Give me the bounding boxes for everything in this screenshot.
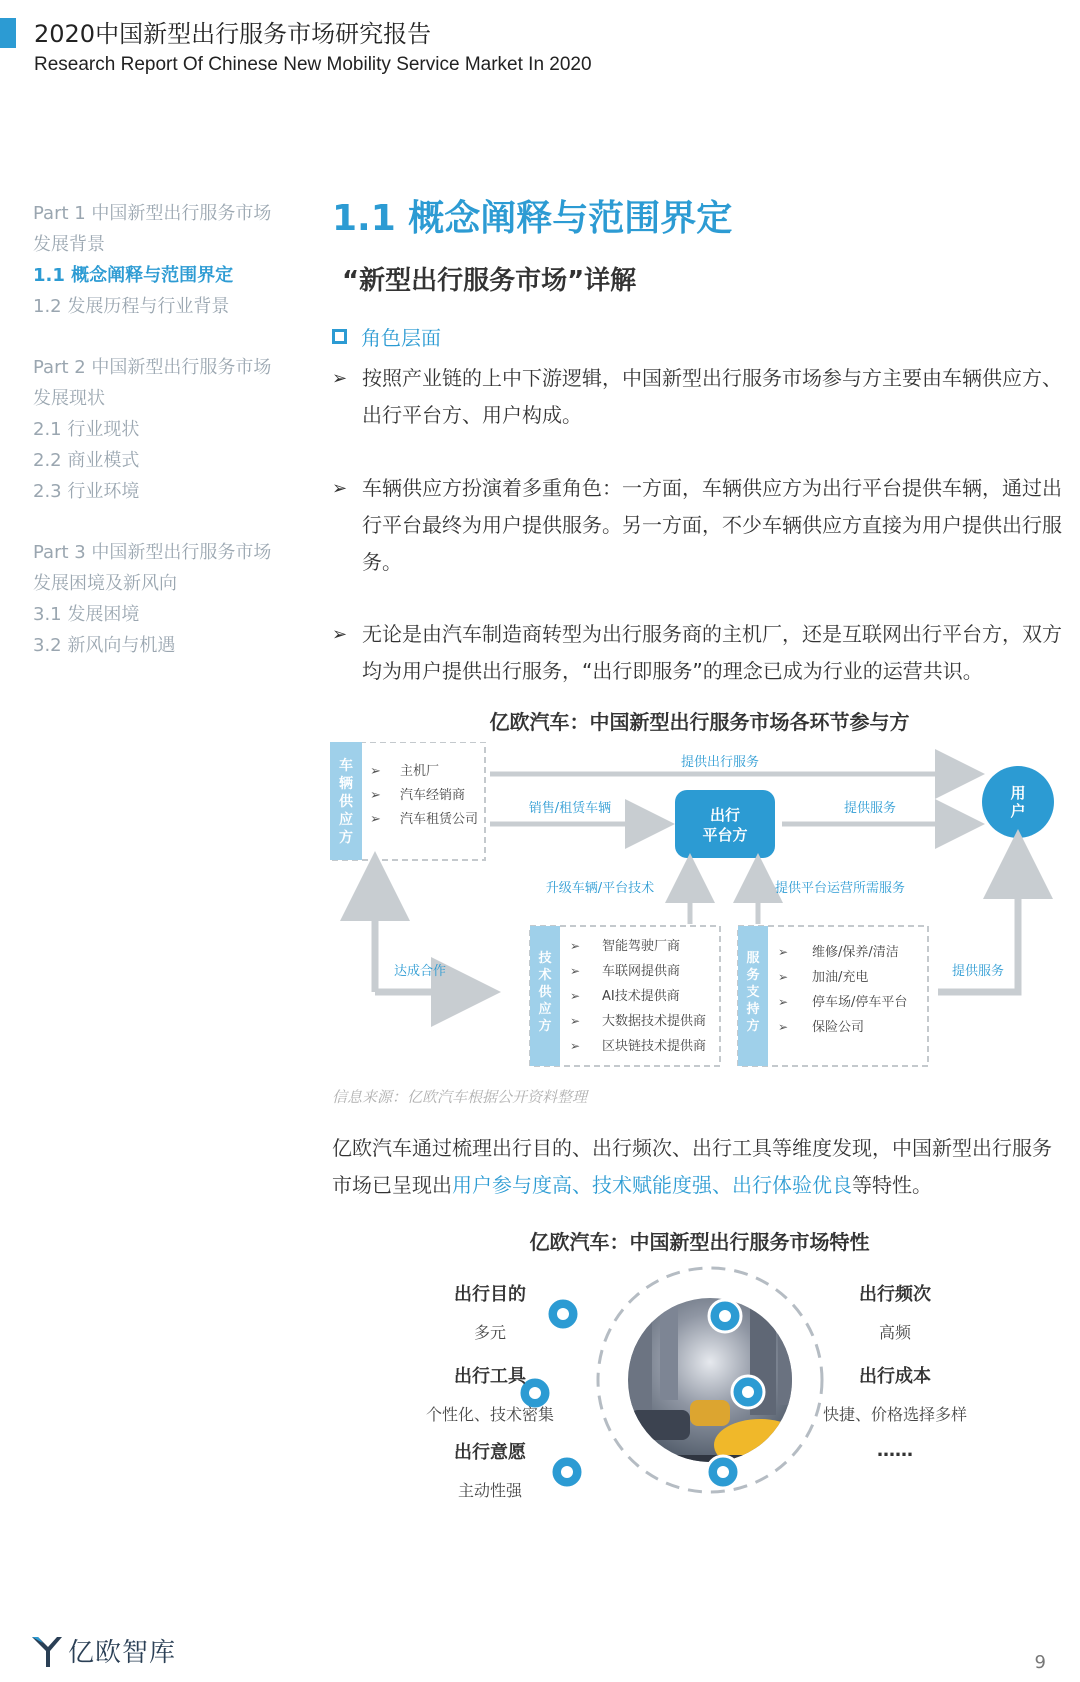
paragraph-2 bbox=[332, 470, 1067, 581]
toc-item-3-2[interactable]: 3.2 新风向与机遇 bbox=[33, 635, 176, 656]
company-logo bbox=[30, 1632, 176, 1669]
service-support-box bbox=[738, 926, 928, 1066]
bullet-icon: ➢ bbox=[570, 1014, 581, 1028]
toc-item-2-2[interactable]: 2.2 商业模式 bbox=[33, 450, 140, 471]
service-label-1: 务 bbox=[746, 968, 760, 983]
toc-item-3-1[interactable]: 3.1 发展困境 bbox=[33, 604, 140, 625]
feature-value: 多元 bbox=[473, 1323, 506, 1342]
tech-item: 智能驾驶厂商 bbox=[602, 939, 681, 954]
tech-item: 大数据技术提供商 bbox=[602, 1014, 707, 1029]
feature-heading: 出行成本 bbox=[859, 1366, 931, 1387]
toc-item-1-2[interactable]: 1.2 发展历程与行业背景 bbox=[33, 296, 230, 317]
feature-heading: 出行频次 bbox=[859, 1284, 931, 1305]
vehicle-item: 汽车经销商 bbox=[400, 788, 466, 803]
summary-text-before: 亿欧汽车通过梳理出行目的、出行频次、出行工具等维度发现，中国新型出行服务市场已呈现出 bbox=[332, 1136, 1052, 1197]
feature-badge-icon bbox=[709, 1300, 741, 1332]
square-bullet-icon bbox=[332, 329, 347, 344]
feature-will bbox=[390, 1438, 590, 1501]
tech-label-0: 技 bbox=[538, 951, 552, 966]
feature-more bbox=[795, 1440, 995, 1461]
paragraph-1 bbox=[332, 360, 1067, 434]
bullet-icon: ➢ bbox=[778, 970, 789, 984]
toc-part2-title[interactable]: Part 2 中国新型出行服务市场 bbox=[33, 357, 272, 378]
feature-ellipsis: …… bbox=[877, 1440, 913, 1461]
service-item: 维修/保养/清洁 bbox=[812, 945, 899, 960]
service-item: 停车场/停车平台 bbox=[812, 995, 908, 1010]
feature-cost bbox=[795, 1362, 995, 1425]
toc-part1-title[interactable]: Part 1 中国新型出行服务市场 bbox=[33, 203, 272, 224]
platform-label-1: 平台方 bbox=[702, 826, 748, 844]
service-label-2: 支 bbox=[746, 985, 760, 1000]
user-label-1: 户 bbox=[1010, 802, 1026, 820]
feature-heading: 出行意愿 bbox=[454, 1442, 526, 1463]
table-of-contents bbox=[33, 198, 303, 691]
feature-value: 主动性强 bbox=[457, 1481, 522, 1500]
edge-label-provide-travel: 提供出行服务 bbox=[680, 755, 760, 770]
tech-label-3: 应 bbox=[538, 1002, 552, 1017]
toc-part3-title[interactable]: Part 3 中国新型出行服务市场 bbox=[33, 542, 272, 563]
paragraph-text: 车辆供应方扮演着多重角色：一方面，车辆供应方为出行平台提供车辆，通过出行平台最终为用户提供服务。另一方面，不少车辆供应方直接为用户提供出行服务。 bbox=[362, 476, 1062, 574]
logo-mark-icon bbox=[30, 1633, 64, 1669]
participants-diagram bbox=[330, 742, 1070, 1072]
tech-label-1: 术 bbox=[538, 968, 552, 983]
toc-part1-title-cont[interactable]: 发展背景 bbox=[33, 234, 105, 255]
edge-label-ops: 提供平台运营所需服务 bbox=[774, 881, 906, 896]
summary-paragraph bbox=[332, 1130, 1067, 1204]
bullet-icon: ➢ bbox=[370, 788, 381, 803]
vehicle-supplier-box bbox=[330, 742, 485, 860]
bullet-icon: ➢ bbox=[370, 812, 381, 827]
summary-highlight: 用户参与度高、技术赋能度强、出行体验优良 bbox=[452, 1173, 852, 1197]
edge-label-provide-service-2: 提供服务 bbox=[951, 964, 1005, 979]
platform-box bbox=[675, 790, 775, 858]
service-item: 加油/充电 bbox=[812, 970, 869, 985]
toc-item-1-1[interactable]: 1.1 概念阐释与范围界定 bbox=[33, 265, 234, 286]
vehicle-label-1: 辆 bbox=[339, 776, 353, 792]
feature-value: 个性化、技术密集 bbox=[425, 1405, 554, 1424]
bullet-icon: ➢ bbox=[778, 945, 789, 959]
vehicle-label-2: 供 bbox=[339, 794, 353, 810]
vehicle-item: 汽车租赁公司 bbox=[400, 812, 479, 827]
user-label-0: 用 bbox=[1010, 784, 1026, 802]
tech-supplier-box bbox=[530, 926, 720, 1066]
tech-item: 区块链技术提供商 bbox=[602, 1039, 707, 1054]
feature-heading: 出行目的 bbox=[454, 1284, 526, 1305]
paragraph-text: 按照产业链的上中下游逻辑，中国新型出行服务市场参与方主要由车辆供应方、出行平台方、用户构成。 bbox=[362, 366, 1062, 427]
arrow-bullet-icon: ➢ bbox=[332, 368, 348, 389]
feature-purpose bbox=[390, 1280, 590, 1343]
page-number: 9 bbox=[1034, 1652, 1046, 1673]
feature-tool bbox=[390, 1362, 590, 1425]
edge-label-coop: 达成合作 bbox=[393, 964, 447, 979]
edge-label-provide-service: 提供服务 bbox=[843, 801, 897, 816]
bullet-icon: ➢ bbox=[570, 989, 581, 1003]
vehicle-label-0: 车 bbox=[339, 758, 353, 774]
feature-heading: 出行工具 bbox=[454, 1366, 526, 1387]
arrow-bullet-icon: ➢ bbox=[332, 624, 348, 645]
bullet-icon: ➢ bbox=[370, 764, 381, 779]
tech-item: AI技术提供商 bbox=[602, 989, 680, 1004]
edge-label-upgrade: 升级车辆/平台技术 bbox=[545, 881, 655, 896]
source-note: 信息来源：亿欧汽车根据公开资料整理 bbox=[332, 1088, 588, 1106]
bullet-icon: ➢ bbox=[570, 1039, 581, 1053]
summary-text-after: 等特性。 bbox=[852, 1173, 932, 1197]
vehicle-item: 主机厂 bbox=[400, 764, 440, 779]
service-label-3: 持 bbox=[746, 1002, 760, 1017]
diagram-title: 亿欧汽车：中国新型出行服务市场各环节参与方 bbox=[489, 710, 910, 734]
report-subtitle: Research Report Of Chinese New Mobility Service Market In 2020 bbox=[34, 54, 592, 75]
toc-item-2-1[interactable]: 2.1 行业现状 bbox=[33, 419, 140, 440]
paragraph-text: 无论是由汽车制造商转型为出行服务商的主机厂，还是互联网出行平台方，双方均为用户提供出行服务，“出行即服务”的理念已成为行业的运营共识。 bbox=[362, 622, 1062, 683]
platform-label-0: 出行 bbox=[709, 806, 741, 824]
logo-text: 亿欧智库 bbox=[68, 1638, 177, 1668]
tech-label-2: 供 bbox=[538, 985, 552, 1000]
tech-label-4: 方 bbox=[538, 1019, 552, 1034]
toc-part2-title-cont[interactable]: 发展现状 bbox=[33, 388, 105, 409]
paragraph-3 bbox=[332, 616, 1067, 690]
service-label-4: 方 bbox=[746, 1019, 760, 1034]
service-label-0: 服 bbox=[746, 951, 760, 966]
features-title: 亿欧汽车：中国新型出行服务市场特性 bbox=[529, 1230, 870, 1254]
feature-frequency bbox=[795, 1280, 995, 1343]
vehicle-label-4: 方 bbox=[339, 830, 353, 846]
feature-badge-icon bbox=[707, 1456, 739, 1488]
feature-value: 高频 bbox=[878, 1323, 911, 1342]
tech-item: 车联网提供商 bbox=[602, 964, 681, 979]
section-subtitle: “新型出行服务市场”详解 bbox=[342, 266, 637, 296]
feature-badge-icon bbox=[732, 1376, 764, 1408]
feature-value: 快捷、价格选择多样 bbox=[822, 1405, 967, 1424]
arrow-bullet-icon: ➢ bbox=[332, 478, 348, 499]
header-accent-bar bbox=[0, 18, 16, 48]
section-title: 1.1 概念阐释与范围界定 bbox=[332, 198, 733, 239]
bullet-icon: ➢ bbox=[778, 995, 789, 1009]
bullet-icon: ➢ bbox=[570, 964, 581, 978]
role-heading bbox=[332, 322, 441, 351]
role-heading-label: 角色层面 bbox=[361, 326, 441, 350]
bullet-icon: ➢ bbox=[570, 939, 581, 953]
user-circle bbox=[982, 766, 1054, 838]
toc-part3-title-cont[interactable]: 发展困境及新风向 bbox=[33, 573, 177, 594]
edge-label-sell-lease: 销售/租赁车辆 bbox=[528, 801, 612, 816]
toc-item-2-3[interactable]: 2.3 行业环境 bbox=[33, 481, 140, 502]
service-item: 保险公司 bbox=[812, 1020, 865, 1035]
vehicle-label-3: 应 bbox=[339, 812, 353, 828]
bullet-icon: ➢ bbox=[778, 1020, 789, 1034]
report-title: 2020中国新型出行服务市场研究报告 bbox=[34, 20, 432, 48]
